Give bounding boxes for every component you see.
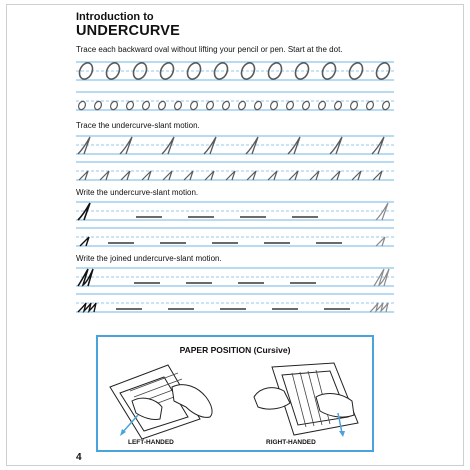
tall-undercurve-glyph <box>78 137 90 154</box>
joined-short-svg <box>76 292 394 314</box>
write-short-svg <box>76 226 394 248</box>
trace-tall-svg <box>76 134 394 156</box>
trace-short-svg <box>76 160 394 182</box>
small-oval-glyph <box>77 100 86 110</box>
writing-row-joined-tall[interactable] <box>76 266 394 288</box>
short-undercurve-glyph <box>184 171 193 180</box>
small-oval-glyph <box>125 100 134 110</box>
write-tall-svg <box>76 200 394 222</box>
left-handed-label: LEFT-HANDED <box>128 439 174 446</box>
small-oval-glyph <box>253 100 262 110</box>
instruction-ovals: Trace each backward oval without lifting your pencil or pen. Start at the dot. <box>76 45 343 54</box>
tall-undercurve-glyph <box>246 137 258 154</box>
small-oval-glyph <box>269 100 278 110</box>
tall-undercurve-glyph <box>372 137 384 154</box>
small-oval-glyph <box>173 100 182 110</box>
left-handed-illustration <box>102 357 228 439</box>
small-oval-glyph <box>365 100 374 110</box>
right-handed-illustration <box>246 357 372 439</box>
small-oval-glyph <box>141 100 150 110</box>
small-oval-glyph <box>221 100 230 110</box>
short-undercurve-glyph <box>79 171 88 180</box>
short-undercurve-glyph <box>268 171 277 180</box>
title-undercurve: UNDERCURVE <box>76 23 181 39</box>
writing-row-trace-short[interactable] <box>76 160 394 182</box>
instruction-write-undercurve: Write the undercurve-slant motion. <box>76 188 199 197</box>
small-oval-glyph <box>109 100 118 110</box>
tall-undercurve-glyph <box>162 137 174 154</box>
writing-row-small-ovals[interactable] <box>76 90 394 112</box>
right-handed-label: RIGHT-HANDED <box>266 439 316 446</box>
small-oval-glyph <box>381 100 390 110</box>
writing-row-joined-short[interactable] <box>76 292 394 314</box>
big-ovals-svg <box>76 60 394 82</box>
short-undercurve-glyph <box>121 171 130 180</box>
instruction-trace-undercurve: Trace the undercurve-slant motion. <box>76 121 200 130</box>
small-oval-glyph <box>317 100 326 110</box>
tall-undercurve-glyph <box>330 137 342 154</box>
small-oval-glyph <box>157 100 166 110</box>
tall-undercurve-glyph <box>204 137 216 154</box>
short-undercurve-glyph <box>163 171 172 180</box>
writing-row-write-short[interactable] <box>76 226 394 248</box>
small-oval-glyph <box>189 100 198 110</box>
short-undercurve-glyph <box>226 171 235 180</box>
writing-row-big-ovals[interactable] <box>76 60 394 82</box>
small-oval-glyph <box>93 100 102 110</box>
small-oval-glyph <box>301 100 310 110</box>
big-oval-glyph <box>266 61 284 81</box>
small-oval-glyph <box>285 100 294 110</box>
small-oval-glyph <box>349 100 358 110</box>
short-undercurve-glyph <box>100 171 109 180</box>
writing-row-write-tall[interactable] <box>76 200 394 222</box>
small-oval-glyph <box>237 100 246 110</box>
short-undercurve-glyph <box>331 171 340 180</box>
joined-tall-svg <box>76 266 394 288</box>
page-number: 4 <box>76 452 82 463</box>
small-oval-glyph <box>333 100 342 110</box>
big-oval-glyph <box>131 61 149 81</box>
writing-row-trace-tall[interactable] <box>76 134 394 156</box>
small-ovals-svg <box>76 90 394 112</box>
short-undercurve-glyph <box>352 171 361 180</box>
paper-position-title: PAPER POSITION (Cursive) <box>179 345 291 355</box>
instruction-write-joined: Write the joined undercurve-slant motion. <box>76 254 222 263</box>
paper-position-panel <box>96 335 374 452</box>
short-undercurve-glyph <box>289 171 298 180</box>
tall-undercurve-glyph <box>120 137 132 154</box>
short-undercurve-glyph <box>373 171 382 180</box>
small-oval-glyph <box>205 100 214 110</box>
short-undercurve-glyph <box>247 171 256 180</box>
big-oval-glyph <box>185 61 203 81</box>
short-undercurve-glyph <box>142 171 151 180</box>
tall-undercurve-glyph <box>288 137 300 154</box>
short-undercurve-glyph <box>205 171 214 180</box>
short-undercurve-glyph <box>310 171 319 180</box>
big-oval-glyph <box>320 61 338 81</box>
title-intro: Introduction to <box>76 11 154 23</box>
